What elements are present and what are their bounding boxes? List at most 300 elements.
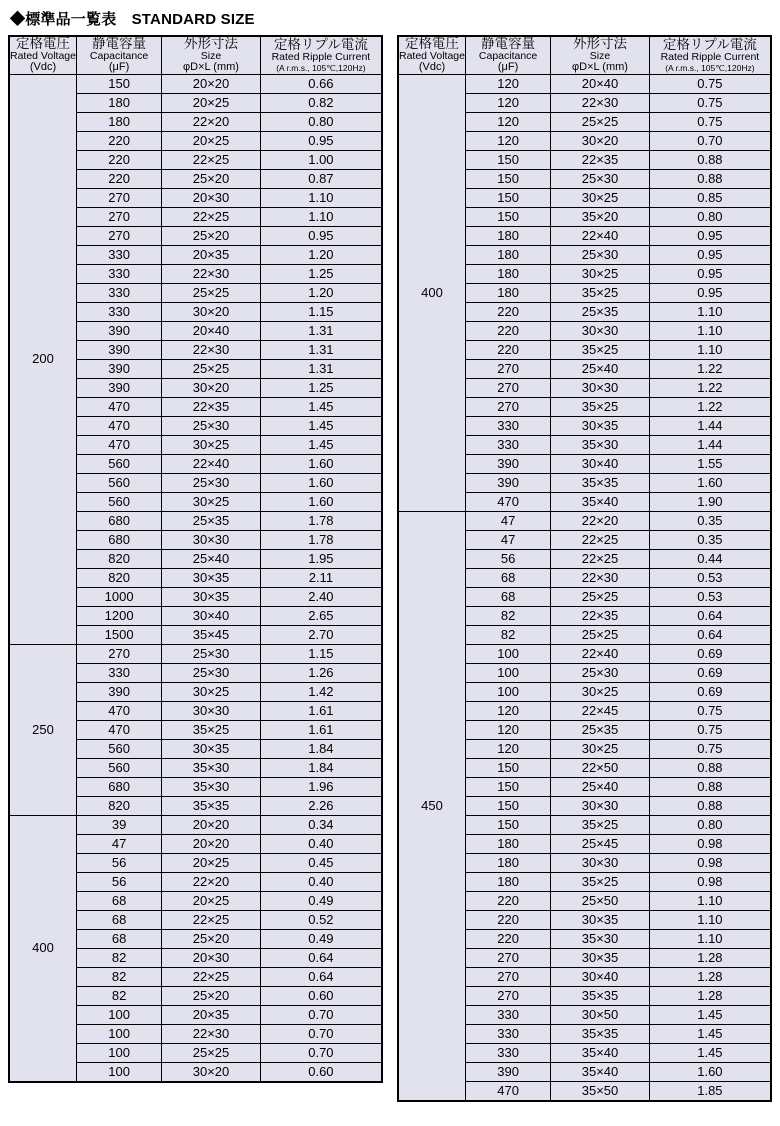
ripple-current-cell: 0.45	[260, 853, 382, 872]
size-cell: 25×20	[162, 986, 261, 1005]
size-cell: 25×20	[162, 169, 261, 188]
capacitance-cell: 270	[76, 226, 161, 245]
capacitance-cell: 56	[465, 549, 550, 568]
size-cell: 20×35	[162, 1005, 261, 1024]
table-header-left	[9, 36, 382, 74]
size-cell: 20×40	[551, 74, 650, 93]
ripple-current-cell: 1.25	[260, 378, 382, 397]
size-cell: 25×30	[162, 473, 261, 492]
capacitance-cell: 330	[76, 302, 161, 321]
capacitance-cell: 220	[76, 169, 161, 188]
capacitance-cell: 100	[76, 1024, 161, 1043]
capacitance-cell: 68	[76, 929, 161, 948]
size-cell: 30×30	[551, 853, 650, 872]
size-cell: 25×25	[551, 625, 650, 644]
capacitance-cell: 470	[76, 397, 161, 416]
size-cell: 25×25	[162, 359, 261, 378]
ripple-current-cell: 1.60	[260, 473, 382, 492]
size-cell: 35×20	[551, 207, 650, 226]
capacitance-cell: 270	[76, 644, 161, 663]
capacitance-cell: 150	[465, 815, 550, 834]
header-rated-voltage	[9, 36, 76, 74]
size-cell: 30×25	[162, 682, 261, 701]
ripple-current-cell: 1.15	[260, 644, 382, 663]
size-cell: 30×20	[162, 1062, 261, 1082]
capacitance-cell: 560	[76, 473, 161, 492]
ripple-current-cell: 1.22	[649, 378, 771, 397]
rated-voltage-cell: 400	[398, 74, 465, 511]
capacitance-cell: 390	[76, 340, 161, 359]
ripple-current-cell: 1.95	[260, 549, 382, 568]
size-cell: 35×40	[551, 1043, 650, 1062]
capacitance-cell: 100	[76, 1062, 161, 1082]
capacitance-cell: 47	[76, 834, 161, 853]
capacitance-cell: 1500	[76, 625, 161, 644]
capacitance-cell: 270	[76, 188, 161, 207]
header-size	[551, 36, 650, 74]
ripple-current-cell: 1.60	[260, 454, 382, 473]
capacitance-cell: 47	[465, 530, 550, 549]
ripple-current-cell: 1.96	[260, 777, 382, 796]
size-cell: 22×25	[162, 910, 261, 929]
capacitance-cell: 150	[465, 758, 550, 777]
capacitance-cell: 390	[465, 454, 550, 473]
ripple-current-cell: 0.88	[649, 150, 771, 169]
size-cell: 22×25	[162, 150, 261, 169]
ripple-current-cell: 1.84	[260, 758, 382, 777]
size-cell: 30×25	[551, 682, 650, 701]
ripple-current-cell: 1.42	[260, 682, 382, 701]
ripple-current-cell: 1.78	[260, 530, 382, 549]
capacitance-cell: 680	[76, 777, 161, 796]
capacitance-cell: 270	[76, 207, 161, 226]
size-cell: 35×45	[162, 625, 261, 644]
ripple-current-cell: 0.40	[260, 834, 382, 853]
header-size	[162, 36, 261, 74]
size-cell: 22×20	[162, 872, 261, 891]
size-cell: 22×25	[162, 967, 261, 986]
capacitance-cell: 220	[465, 910, 550, 929]
ripple-current-cell: 2.65	[260, 606, 382, 625]
ripple-current-cell: 0.80	[649, 207, 771, 226]
capacitance-cell: 270	[465, 378, 550, 397]
table-header-right	[398, 36, 771, 74]
size-cell: 35×30	[162, 777, 261, 796]
table-body-left	[9, 74, 382, 1082]
size-cell: 30×35	[162, 739, 261, 758]
capacitance-cell: 120	[465, 701, 550, 720]
size-cell: 30×35	[162, 587, 261, 606]
capacitance-cell: 820	[76, 796, 161, 815]
ripple-current-cell: 0.87	[260, 169, 382, 188]
tables-container	[8, 35, 772, 1102]
capacitance-cell: 120	[465, 74, 550, 93]
ripple-current-cell: 1.20	[260, 245, 382, 264]
ripple-current-cell: 2.11	[260, 568, 382, 587]
size-cell: 20×25	[162, 891, 261, 910]
size-cell: 30×35	[551, 948, 650, 967]
ripple-current-cell: 1.25	[260, 264, 382, 283]
size-cell: 25×25	[551, 112, 650, 131]
ripple-current-cell: 0.80	[649, 815, 771, 834]
capacitance-cell: 56	[76, 853, 161, 872]
ripple-current-cell: 0.60	[260, 1062, 382, 1082]
capacitance-cell: 330	[465, 1043, 550, 1062]
ripple-current-cell: 1.78	[260, 511, 382, 530]
rated-voltage-cell: 200	[9, 74, 76, 644]
capacitance-cell: 680	[76, 511, 161, 530]
capacitance-cell: 220	[465, 929, 550, 948]
size-cell: 20×30	[162, 188, 261, 207]
capacitance-cell: 180	[465, 853, 550, 872]
size-cell: 22×50	[551, 758, 650, 777]
capacitance-cell: 150	[465, 796, 550, 815]
capacitance-cell: 390	[76, 359, 161, 378]
header-rated-voltage-jp: 定格電圧	[15, 36, 70, 51]
ripple-current-cell: 0.95	[260, 131, 382, 150]
size-cell: 30×35	[551, 910, 650, 929]
size-cell: 25×30	[551, 169, 650, 188]
capacitance-cell: 100	[76, 1043, 161, 1062]
capacitance-cell: 270	[465, 986, 550, 1005]
size-cell: 20×20	[162, 74, 261, 93]
header-ripple-jp: 定格リプル電流	[662, 37, 757, 53]
size-cell: 22×30	[551, 93, 650, 112]
capacitance-cell: 470	[76, 720, 161, 739]
size-cell: 30×50	[551, 1005, 650, 1024]
ripple-current-cell: 1.10	[649, 302, 771, 321]
ripple-current-cell: 0.75	[649, 720, 771, 739]
capacitance-cell: 82	[76, 986, 161, 1005]
capacitance-cell: 180	[465, 283, 550, 302]
capacitance-cell: 390	[465, 473, 550, 492]
ripple-current-cell: 2.26	[260, 796, 382, 815]
header-ripple-jp: 定格リプル電流	[273, 37, 368, 53]
ripple-current-cell: 0.95	[649, 245, 771, 264]
ripple-current-cell: 0.75	[649, 74, 771, 93]
header-capacitance-en: Capacitance	[478, 50, 538, 63]
capacitance-cell: 100	[465, 644, 550, 663]
ripple-current-cell: 1.61	[260, 720, 382, 739]
size-cell: 25×35	[551, 720, 650, 739]
size-cell: 25×45	[551, 834, 650, 853]
ripple-current-cell: 0.49	[260, 929, 382, 948]
header-ripple-en: Rated Ripple Current	[271, 51, 371, 64]
ripple-current-cell: 1.22	[649, 359, 771, 378]
size-cell: 25×40	[162, 549, 261, 568]
ripple-current-cell: 0.53	[649, 587, 771, 606]
ripple-current-cell: 0.80	[260, 112, 382, 131]
size-cell: 35×30	[162, 758, 261, 777]
ripple-current-cell: 1.15	[260, 302, 382, 321]
table-body-right	[398, 74, 771, 1101]
size-cell: 25×35	[162, 511, 261, 530]
size-cell: 30×35	[162, 568, 261, 587]
ripple-current-cell: 0.64	[260, 967, 382, 986]
ripple-current-cell: 1.00	[260, 150, 382, 169]
capacitance-cell: 330	[465, 1005, 550, 1024]
size-cell: 30×25	[551, 264, 650, 283]
capacitance-cell: 1200	[76, 606, 161, 625]
size-cell: 25×25	[162, 283, 261, 302]
header-capacitance-en: Capacitance	[89, 50, 149, 63]
ripple-current-cell: 1.55	[649, 454, 771, 473]
capacitance-cell: 390	[76, 378, 161, 397]
capacitance-cell: 1000	[76, 587, 161, 606]
capacitance-cell: 120	[465, 112, 550, 131]
ripple-current-cell: 0.85	[649, 188, 771, 207]
size-cell: 25×30	[162, 644, 261, 663]
ripple-current-cell: 1.45	[260, 435, 382, 454]
header-ripple-en: Rated Ripple Current	[660, 51, 760, 64]
size-cell: 35×25	[162, 720, 261, 739]
size-cell: 30×25	[162, 435, 261, 454]
ripple-current-cell: 2.40	[260, 587, 382, 606]
ripple-current-cell: 0.34	[260, 815, 382, 834]
size-cell: 22×25	[551, 530, 650, 549]
ripple-current-cell: 0.95	[260, 226, 382, 245]
ripple-current-cell: 0.75	[649, 739, 771, 758]
ripple-current-cell: 1.31	[260, 359, 382, 378]
size-cell: 20×35	[162, 245, 261, 264]
capacitance-cell: 180	[465, 872, 550, 891]
size-cell: 25×25	[162, 1043, 261, 1062]
capacitance-cell: 470	[465, 1081, 550, 1101]
ripple-current-cell: 0.88	[649, 169, 771, 188]
size-cell: 30×30	[162, 530, 261, 549]
header-capacitance-jp: 静電容量	[481, 36, 536, 51]
size-cell: 35×25	[551, 872, 650, 891]
capacitance-cell: 150	[465, 777, 550, 796]
header-capacitance-unit: (μF)	[108, 61, 130, 74]
size-cell: 30×20	[162, 378, 261, 397]
capacitance-cell: 390	[76, 321, 161, 340]
ripple-current-cell: 0.49	[260, 891, 382, 910]
capacitance-cell: 39	[76, 815, 161, 834]
table-row	[398, 74, 771, 93]
size-cell: 22×20	[551, 511, 650, 530]
ripple-current-cell: 0.98	[649, 834, 771, 853]
capacitance-cell: 270	[465, 397, 550, 416]
ripple-current-cell: 1.45	[649, 1043, 771, 1062]
ripple-current-cell: 1.45	[260, 416, 382, 435]
table-row	[9, 815, 382, 834]
table-row	[398, 511, 771, 530]
ripple-current-cell: 0.44	[649, 549, 771, 568]
ripple-current-cell: 0.98	[649, 853, 771, 872]
size-cell: 25×20	[162, 226, 261, 245]
header-ripple	[260, 36, 382, 74]
size-cell: 20×30	[162, 948, 261, 967]
ripple-current-cell: 0.52	[260, 910, 382, 929]
size-cell: 35×35	[551, 986, 650, 1005]
size-cell: 22×40	[551, 644, 650, 663]
capacitance-cell: 470	[76, 416, 161, 435]
ripple-current-cell: 0.95	[649, 264, 771, 283]
size-cell: 20×25	[162, 93, 261, 112]
header-rated-voltage-en: Rated Voltage	[399, 50, 465, 63]
header-rated-voltage	[398, 36, 465, 74]
capacitance-cell: 82	[465, 606, 550, 625]
size-cell: 30×30	[162, 701, 261, 720]
capacitance-cell: 560	[76, 739, 161, 758]
capacitance-cell: 180	[76, 93, 161, 112]
capacitance-cell: 180	[465, 245, 550, 264]
capacitance-cell: 82	[465, 625, 550, 644]
ripple-current-cell: 0.70	[649, 131, 771, 150]
ripple-current-cell: 1.10	[649, 340, 771, 359]
ripple-current-cell: 0.35	[649, 511, 771, 530]
ripple-current-cell: 1.10	[649, 910, 771, 929]
capacitance-cell: 220	[465, 340, 550, 359]
capacitance-cell: 270	[465, 967, 550, 986]
header-rated-voltage-jp: 定格電圧	[404, 36, 459, 51]
size-cell: 22×20	[162, 112, 261, 131]
capacitance-cell: 680	[76, 530, 161, 549]
ripple-current-cell: 1.20	[260, 283, 382, 302]
capacitance-cell: 56	[76, 872, 161, 891]
ripple-current-cell: 0.64	[260, 948, 382, 967]
header-capacitance-unit: (μF)	[497, 61, 519, 74]
capacitance-cell: 82	[76, 948, 161, 967]
capacitance-cell: 560	[76, 454, 161, 473]
ripple-current-cell: 0.60	[260, 986, 382, 1005]
capacitance-cell: 220	[465, 891, 550, 910]
capacitance-cell: 180	[465, 264, 550, 283]
size-cell: 35×35	[551, 1024, 650, 1043]
size-cell: 35×25	[551, 815, 650, 834]
ripple-current-cell: 1.10	[649, 321, 771, 340]
capacitance-cell: 180	[465, 226, 550, 245]
capacitance-cell: 120	[465, 131, 550, 150]
capacitance-cell: 820	[76, 568, 161, 587]
size-cell: 30×25	[162, 492, 261, 511]
capacitance-cell: 150	[465, 169, 550, 188]
ripple-current-cell: 0.88	[649, 758, 771, 777]
size-cell: 25×30	[551, 245, 650, 264]
ripple-current-cell: 1.44	[649, 435, 771, 454]
capacitance-cell: 330	[76, 283, 161, 302]
ripple-current-cell: 1.28	[649, 967, 771, 986]
header-size-en: Size	[200, 50, 222, 63]
capacitance-cell: 330	[465, 416, 550, 435]
size-cell: 30×40	[551, 454, 650, 473]
rated-voltage-cell: 450	[398, 511, 465, 1101]
ripple-current-cell: 0.64	[649, 606, 771, 625]
ripple-current-cell: 1.61	[260, 701, 382, 720]
size-cell: 35×50	[551, 1081, 650, 1101]
ripple-current-cell: 1.84	[260, 739, 382, 758]
size-cell: 25×35	[551, 302, 650, 321]
ripple-current-cell: 0.35	[649, 530, 771, 549]
size-cell: 22×30	[162, 1024, 261, 1043]
size-cell: 25×50	[551, 891, 650, 910]
size-cell: 35×35	[162, 796, 261, 815]
size-cell: 22×25	[162, 207, 261, 226]
capacitance-cell: 270	[465, 359, 550, 378]
capacitance-cell: 47	[465, 511, 550, 530]
capacitance-cell: 560	[76, 758, 161, 777]
header-size-jp: 外形寸法	[573, 36, 627, 51]
ripple-current-cell: 1.85	[649, 1081, 771, 1101]
capacitance-cell: 100	[465, 682, 550, 701]
ripple-current-cell: 1.31	[260, 321, 382, 340]
ripple-current-cell: 1.10	[260, 188, 382, 207]
size-cell: 35×40	[551, 1062, 650, 1081]
size-cell: 20×20	[162, 815, 261, 834]
ripple-current-cell: 0.70	[260, 1005, 382, 1024]
capacitance-cell: 180	[76, 112, 161, 131]
ripple-current-cell: 0.75	[649, 93, 771, 112]
table-row	[9, 74, 382, 93]
size-cell: 22×45	[551, 701, 650, 720]
rated-voltage-cell: 250	[9, 644, 76, 815]
capacitance-cell: 120	[465, 93, 550, 112]
size-cell: 22×25	[551, 549, 650, 568]
ripple-current-cell: 0.64	[649, 625, 771, 644]
ripple-current-cell: 1.45	[649, 1024, 771, 1043]
header-size-en: Size	[589, 50, 611, 63]
ripple-current-cell: 1.45	[260, 397, 382, 416]
ripple-current-cell: 1.22	[649, 397, 771, 416]
capacitance-cell: 470	[465, 492, 550, 511]
capacitance-cell: 100	[76, 1005, 161, 1024]
ripple-current-cell: 1.60	[260, 492, 382, 511]
capacitance-cell: 470	[76, 701, 161, 720]
size-cell: 20×25	[162, 853, 261, 872]
size-cell: 22×30	[551, 568, 650, 587]
capacitance-cell: 390	[76, 682, 161, 701]
size-cell: 22×30	[162, 264, 261, 283]
page-title: ◆標準品一覧表 STANDARD SIZE	[10, 11, 255, 28]
size-cell: 35×40	[551, 492, 650, 511]
ripple-current-cell: 1.44	[649, 416, 771, 435]
size-cell: 20×40	[162, 321, 261, 340]
header-ripple-unit: (A r.m.s., 105℃,120Hz)	[665, 62, 755, 73]
size-cell: 25×25	[551, 587, 650, 606]
capacitance-cell: 68	[465, 587, 550, 606]
size-cell: 22×40	[551, 226, 650, 245]
capacitance-cell: 470	[76, 435, 161, 454]
size-cell: 35×30	[551, 435, 650, 454]
ripple-current-cell: 0.75	[649, 112, 771, 131]
capacitance-cell: 390	[465, 1062, 550, 1081]
standard-size-table-right	[397, 35, 772, 1102]
capacitance-cell: 330	[76, 663, 161, 682]
ripple-current-cell: 0.88	[649, 777, 771, 796]
rated-voltage-cell: 400	[9, 815, 76, 1082]
header-capacitance-jp: 静電容量	[92, 36, 147, 51]
header-capacitance	[76, 36, 161, 74]
ripple-current-cell: 0.53	[649, 568, 771, 587]
capacitance-cell: 150	[465, 150, 550, 169]
size-cell: 25×40	[551, 777, 650, 796]
ripple-current-cell: 0.82	[260, 93, 382, 112]
capacitance-cell: 180	[465, 834, 550, 853]
capacitance-cell: 68	[76, 910, 161, 929]
capacitance-cell: 820	[76, 549, 161, 568]
capacitance-cell: 68	[465, 568, 550, 587]
capacitance-cell: 220	[465, 321, 550, 340]
header-rated-voltage-en: Rated Voltage	[10, 50, 76, 63]
size-cell: 25×30	[162, 416, 261, 435]
ripple-current-cell: 1.31	[260, 340, 382, 359]
ripple-current-cell: 0.75	[649, 701, 771, 720]
header-ripple-unit: (A r.m.s., 105℃,120Hz)	[276, 62, 366, 73]
ripple-current-cell: 1.90	[649, 492, 771, 511]
header-ripple	[649, 36, 771, 74]
ripple-current-cell: 0.98	[649, 872, 771, 891]
